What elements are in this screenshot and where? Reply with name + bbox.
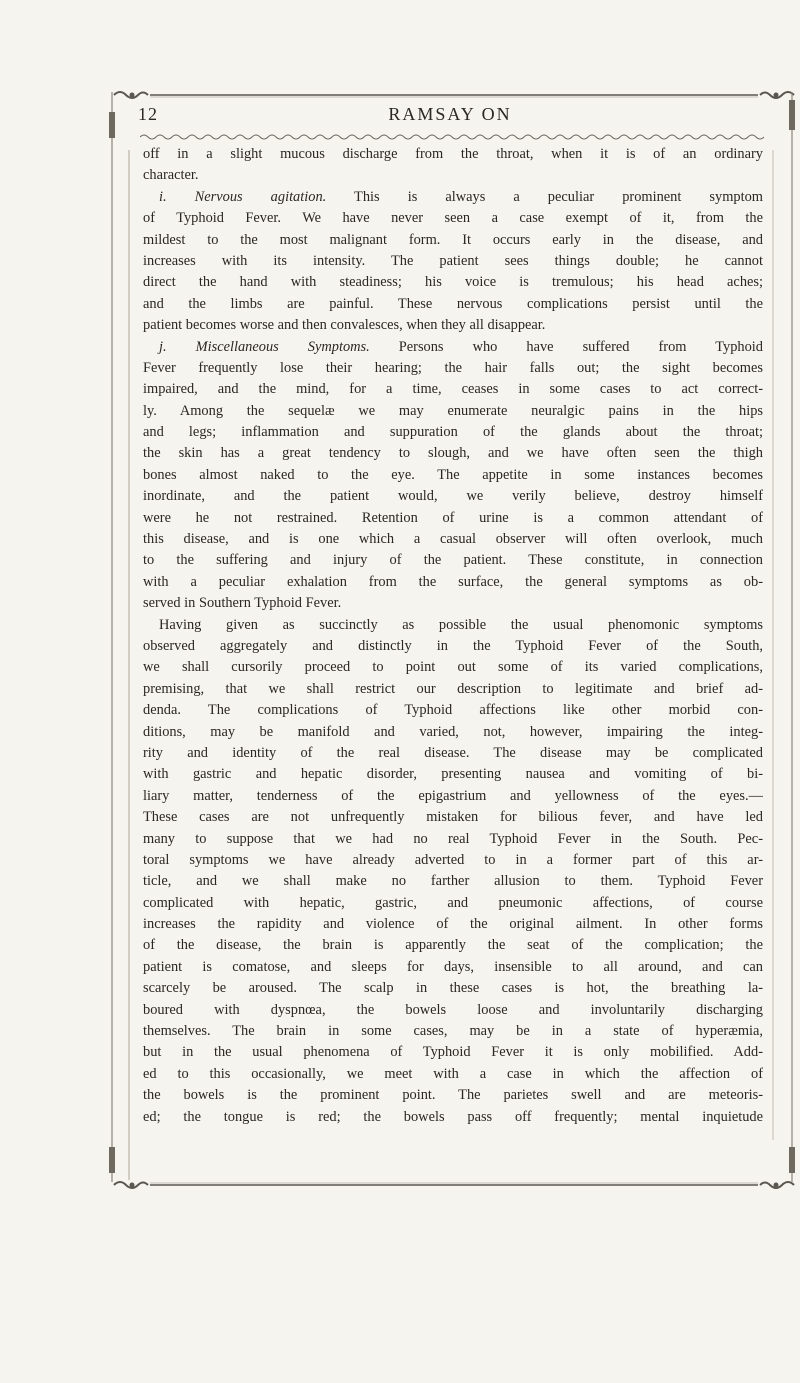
line-text: off in a slight mucous discharge from the throat, when it is of an ordinary <box>143 146 763 162</box>
text-line <box>143 465 763 486</box>
text-line <box>143 550 763 571</box>
line-text: denda. The complications of Typhoid affections like other morbid con- <box>143 702 763 719</box>
line-text: this disease, and is one which a casual observer will often overlook, much <box>143 531 763 548</box>
line-text: and the limbs are painful. These nervous complications persist until the <box>143 295 763 312</box>
line-text: increases the rapidity and violence of the original ailment. In other forms <box>143 916 763 933</box>
line-text: with gastric and hepatic disorder, presenting nausea and vomiting of bi- <box>143 766 763 783</box>
line-text: complicated with hepatic, gastric, and pneumonic affections, of course <box>143 894 763 911</box>
text-line <box>143 615 763 636</box>
line-text: Having given as succinctly as possible the usual phenomonic symptoms <box>159 616 763 633</box>
body-text <box>143 144 763 1128</box>
text-line <box>143 272 763 293</box>
line-text: to the suffering and injury of the patient. These constitute, in connection <box>143 552 763 569</box>
line-text: direct the hand with steadiness; his voice is tremulous; his head aches; <box>143 274 763 291</box>
section-lead: i. Nervous agitation. <box>159 188 327 205</box>
line-text: and legs; inflammation and suppuration of the glands about the throat; <box>143 424 763 441</box>
text-line <box>143 187 763 208</box>
right-margin-rule <box>772 150 774 1140</box>
text-line <box>143 230 763 251</box>
text-line <box>143 1107 763 1128</box>
line-text: boured with dyspnœa, the bowels loose and involuntarily discharging <box>143 1001 763 1018</box>
text-line <box>143 443 763 464</box>
text-line <box>143 486 763 507</box>
line-text: liary matter, tenderness of the epigastrium and yellowness of the eyes.— <box>143 787 763 804</box>
section-lead: j. Miscellaneous Symptoms. <box>159 338 370 355</box>
line-text: Persons who have suffered from Typhoid <box>369 338 763 355</box>
line-text: of Typhoid Fever. We have never seen a case exempt of it, from the <box>143 210 763 227</box>
line-text: Fever frequently lose their hearing; the hair falls out; the sight becomes <box>143 359 763 376</box>
text-line <box>143 829 763 850</box>
line-text: These cases are not unfrequently mistaken for bilious fever, and have led <box>143 809 763 826</box>
line-text: were he not restrained. Retention of urine is a common attendant of <box>143 509 763 526</box>
line-text: with a peculiar exhalation from the surface, the general symptoms as ob- <box>143 573 763 590</box>
text-line <box>143 914 763 935</box>
line-text: inordinate, and the patient would, we verily believe, destroy himself <box>143 488 763 505</box>
text-line <box>143 251 763 272</box>
line-text: rity and identity of the real disease. The disease may be complicated <box>143 744 763 761</box>
line-text: ticle, and we shall make no farther allusion to them. Typhoid Fever <box>143 873 763 890</box>
text-line <box>143 1021 763 1042</box>
text-line <box>143 208 763 229</box>
text-line <box>143 1042 763 1063</box>
text-line <box>143 871 763 892</box>
line-text: patient is comatose, and sleeps for days, insensible to all around, and can <box>143 958 763 975</box>
line-text: ly. Among the sequelæ we may enumerate neuralgic pains in the hips <box>143 402 763 419</box>
text-line <box>143 786 763 807</box>
line-text: observed aggregately and distinctly in the Typhoid Fever of the South, <box>143 637 763 654</box>
line-text: the bowels is the prominent point. The parietes swell and are meteoris- <box>143 1087 763 1104</box>
text-line <box>143 893 763 914</box>
text-line <box>143 593 763 614</box>
text-line <box>143 722 763 743</box>
text-line <box>143 337 763 358</box>
text-line <box>143 401 763 422</box>
text-line <box>143 657 763 678</box>
line-text: toral symptoms we have already adverted to in a former part of this ar- <box>143 851 763 868</box>
text-line <box>143 636 763 657</box>
line-text: impaired, and the mind, for a time, ceases in some cases to act correct- <box>143 381 763 398</box>
text-line <box>143 144 763 165</box>
text-line <box>143 743 763 764</box>
text-line <box>143 1085 763 1106</box>
text-line <box>143 978 763 999</box>
text-line <box>143 679 763 700</box>
line-text: served in Southern Typhoid Fever. <box>143 595 342 612</box>
text-line <box>143 572 763 593</box>
text-line <box>143 850 763 871</box>
line-text: many to suppose that we had no real Typhoid Fever in the South. Pec- <box>143 830 763 847</box>
line-text: we shall cursorily proceed to point out some of its varied complications, <box>143 659 763 676</box>
line-text: ed; the tongue is red; the bowels pass off frequently; mental inquietude <box>143 1108 763 1125</box>
text-line <box>143 358 763 379</box>
left-margin-rule <box>128 150 130 1180</box>
text-line <box>143 529 763 550</box>
text-line <box>143 764 763 785</box>
page-header <box>130 100 770 130</box>
header-wavy-rule <box>140 132 768 142</box>
text-line <box>143 1000 763 1021</box>
line-text: themselves. The brain in some cases, may be in a state of hyperæmia, <box>143 1023 763 1040</box>
line-text: the skin has a great tendency to slough, and we have often seen the thigh <box>143 445 763 462</box>
line-text: ditions, may be manifold and varied, not, however, impairing the integ- <box>143 723 763 740</box>
line-text: scarcely be aroused. The scalp in these cases is hot, the breathing la- <box>143 980 763 997</box>
line-text: ed to this occasionally, we meet with a case in which the affection of <box>143 1065 763 1082</box>
line-text: character. <box>143 167 199 184</box>
line-text: of the disease, the brain is apparently the seat of the complication; the <box>143 937 763 954</box>
page-number: 12 <box>138 104 158 124</box>
text-line <box>143 807 763 828</box>
right-border-ornament <box>788 92 796 1182</box>
line-text: This is always a peculiar prominent symptom <box>326 188 763 205</box>
line-text: but in the usual phenomena of Typhoid Fever it is only mobilified. Add- <box>143 1044 763 1061</box>
text-line <box>143 508 763 529</box>
line-text: patient becomes worse and then convalesces, when they all disappear. <box>143 317 546 334</box>
text-line <box>143 700 763 721</box>
text-line <box>143 422 763 443</box>
text-line <box>143 294 763 315</box>
left-border-ornament <box>108 92 116 1182</box>
text-line <box>143 315 763 336</box>
bottom-ornament-rule <box>110 1178 798 1192</box>
text-line <box>143 957 763 978</box>
text-line <box>143 1064 763 1085</box>
text-line <box>143 379 763 400</box>
line-text: mildest to the most malignant form. It occurs early in the disease, and <box>143 231 763 248</box>
line-text: premising, that we shall restrict our description to legitimate and brief ad- <box>143 680 763 697</box>
line-text: bones almost naked to the eye. The appetite in some instances becomes <box>143 466 763 483</box>
running-head: RAMSAY ON <box>388 104 512 124</box>
line-text: increases with its intensity. The patient sees things double; he cannot <box>143 252 763 269</box>
text-line <box>143 935 763 956</box>
text-line <box>143 165 763 186</box>
